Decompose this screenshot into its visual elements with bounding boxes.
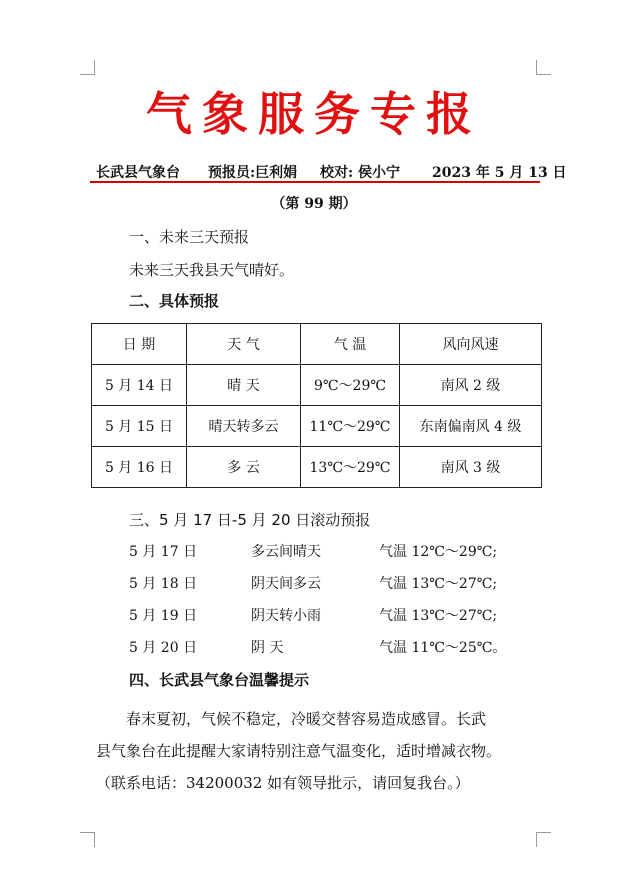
section1-heading: 一、未来三天预报 [129, 228, 250, 246]
header-date: 2023 年 5 月 13 日 [432, 165, 567, 181]
table-cell: 5 月 15 日 [92, 406, 187, 447]
table-cell: 多 云 [187, 447, 301, 488]
section4-heading: 四、长武县气象台温馨提示 [129, 671, 310, 689]
crop-mark-bottom-left [80, 832, 95, 847]
table-header-cell: 风向风速 [400, 324, 542, 365]
section3-heading: 三、5 月 17 日-5 月 20 日滚动预报 [129, 511, 371, 529]
tip-line: （联系电话：34200032 如有领导批示，请回复我台。） [96, 774, 470, 792]
rolling-weather: 阴天转小雨 [251, 608, 321, 624]
rolling-forecast-row [129, 605, 539, 625]
rolling-forecast-row [129, 573, 539, 593]
rolling-date: 5 月 17 日 [129, 544, 198, 560]
crop-mark-top-left [80, 60, 95, 75]
header-forecaster: 预报员:巨利娟 [208, 165, 298, 181]
table-cell: 9℃～29℃ [301, 365, 400, 406]
table-header-cell: 日 期 [92, 324, 187, 365]
table-cell: 13℃～29℃ [301, 447, 400, 488]
header-line [96, 162, 567, 182]
table-cell: 5 月 14 日 [92, 365, 187, 406]
rolling-forecast-row [129, 637, 539, 657]
table-row [92, 365, 542, 406]
red-divider [90, 181, 540, 183]
header-reviewer: 校对: 侯小宁 [320, 165, 401, 181]
crop-mark-bottom-right [536, 832, 551, 847]
tip-line: 春末夏初，气候不稳定，冷暖交替容易造成感冒。长武 [96, 710, 487, 728]
rolling-temp: 气温 13℃～27℃; [379, 576, 498, 592]
table-row [92, 406, 542, 447]
rolling-date: 5 月 18 日 [129, 576, 198, 592]
rolling-forecast-row [129, 541, 539, 561]
document-title: 气象服务专报 [146, 87, 482, 141]
table-cell: 东南偏南风 4 级 [400, 406, 542, 447]
tip-paragraph [96, 703, 536, 799]
table-header-cell: 天 气 [187, 324, 301, 365]
issue-number: （第 99 期） [271, 196, 357, 212]
header-org: 长武县气象台 [96, 165, 180, 181]
rolling-weather: 多云间晴天 [251, 544, 321, 560]
table-cell: 5 月 16 日 [92, 447, 187, 488]
rolling-temp: 气温 11℃～25℃。 [379, 640, 507, 656]
table-cell: 11℃～29℃ [301, 406, 400, 447]
rolling-weather: 阴 天 [251, 640, 284, 656]
section1-text: 未来三天我县天气晴好。 [129, 261, 295, 279]
table-cell: 晴天转多云 [187, 406, 301, 447]
rolling-date: 5 月 19 日 [129, 608, 198, 624]
table-cell: 南风 2 级 [400, 365, 542, 406]
tip-line: 县气象台在此提醒大家请特别注意气温变化，适时增减衣物。 [96, 742, 502, 760]
table-cell: 南风 3 级 [400, 447, 542, 488]
crop-mark-top-right [536, 60, 551, 75]
rolling-date: 5 月 20 日 [129, 640, 198, 656]
rolling-temp: 气温 12℃～29℃; [379, 544, 498, 560]
rolling-weather: 阴天间多云 [251, 576, 321, 592]
section2-heading: 二、具体预报 [129, 292, 220, 310]
rolling-temp: 气温 13℃～27℃; [379, 608, 498, 624]
table-row [92, 447, 542, 488]
table-header-cell: 气 温 [301, 324, 400, 365]
table-cell: 晴 天 [187, 365, 301, 406]
forecast-table [91, 323, 542, 488]
table-header-row [92, 324, 542, 365]
